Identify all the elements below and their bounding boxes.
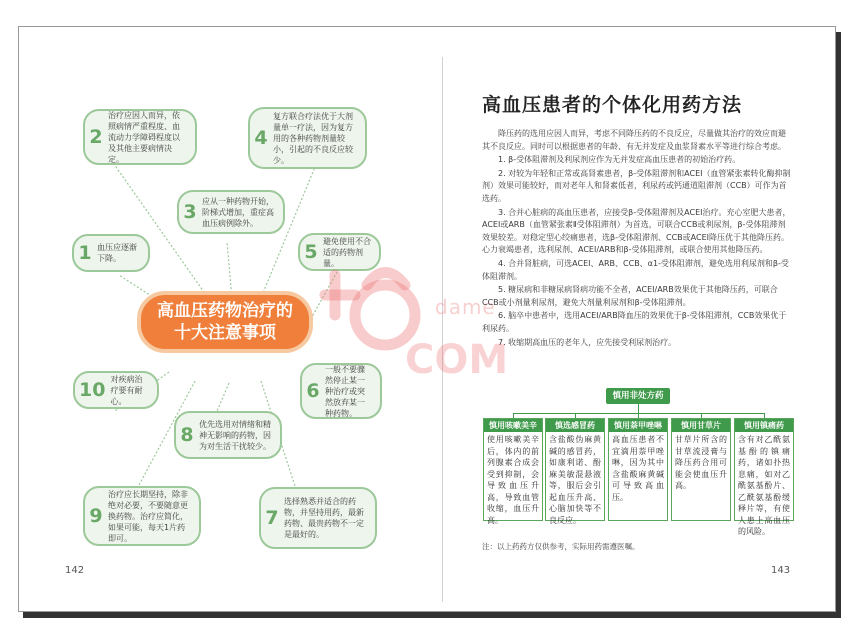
- drug-card: [671, 418, 731, 521]
- page-number-left: 142: [65, 565, 85, 576]
- drug-card-text: 使用咳嗽美辛后，体内的前列腺素合成会受到抑制，会导致血压升高，导致血管收缩，血压升高。: [487, 435, 539, 525]
- paragraph: 降压药的选用应因人而异，考虑不同降压药的不良反应，尽量做其治疗的效应而避其不良反应。同时可以根据患者的年龄、有无并发症及血浆肾素水平等进行综合考虑。: [482, 129, 786, 151]
- drug-card-title: 慎用咳嗽美辛: [484, 419, 542, 432]
- drug-card-text: 高血压患者不宜滴用萘甲唑啉，因为其中含盐酸麻黄碱可导致高血压。: [612, 435, 664, 502]
- tip-number: 1: [78, 242, 92, 264]
- tip-bubble-6: [300, 363, 382, 419]
- tip-bubble-4: [248, 107, 367, 169]
- tree-stem: [638, 404, 639, 413]
- tip-bubble-8: [174, 411, 282, 459]
- center-title-line2: 十大注意事项: [174, 323, 276, 343]
- tip-number: 3: [183, 201, 197, 223]
- tip-text: 优先选用对情绪和精神无影响的药物，因为对生活干扰较少。: [199, 419, 271, 451]
- paragraph: 3. 合并心脏病的高血压患者，应接受β-受体阻滞剂及ACEI治疗。充心室肥大患者，ACEI或ARB（血管紧张素Ⅱ受体阻滞剂）为首选，可联合CCB或利尿剂，β-受体阻滞剂效果较差。对稳定型心绞痛患者，选β-受体阻滞剂、CCB或ACEI降压优于其他降压药。心力衰竭患者，选利尿剂、ACEI/ARB和β-受体阻滞剂，或联合使用其他降压药。: [482, 207, 791, 255]
- drug-card-title: 慎用萘甲唑啉: [609, 419, 667, 432]
- tip-text: 治疗应因人而异，依照病情严重程度、血流动力学障碍程度以及其他主要病情决定。: [108, 110, 180, 164]
- mindmap-center-title: [137, 291, 313, 353]
- tip-number: 7: [265, 507, 279, 529]
- caution-title: 慎用非处方药: [606, 388, 670, 404]
- tip-text: 血压应逐渐下降。: [97, 243, 137, 263]
- drug-card-title: 慎选感冒药: [546, 419, 604, 432]
- tip-bubble-5: [298, 233, 381, 271]
- tip-bubble-10: [73, 371, 159, 409]
- center-title-line1: 高血压药物治疗的: [157, 301, 293, 321]
- tip-text: 复方联合疗法优于大剂量单一疗法，因为复方用的各种药物剂量较小，引起的不良反应较少。: [273, 111, 353, 165]
- paragraph: 4. 合并肾脏病，可选ACEI、ARB、CCB、α1-受体阻滞剂，避免选用利尿剂和β-受体阻滞剂。: [482, 258, 789, 281]
- drug-card-text: 甘草片所含的甘草流浸膏与降压药合用可能会使血压升高。: [675, 435, 727, 490]
- watermark-text-small: dame: [435, 295, 496, 319]
- paragraph: 1. β-受体阻滞剂及利尿剂应作为无并发症高血压患者的初始治疗药。: [498, 155, 741, 165]
- caution-drug-tree: [482, 388, 794, 536]
- tip-text: 治疗应长期坚持，除非绝对必要，不要随意更换药物。治疗应简化，如果可能，每天1片药即可。: [108, 489, 188, 543]
- page-fold: [442, 57, 443, 602]
- paragraph: 6. 脑卒中患者中，选用ACEI/ARB降血压的效果优于β-受体阻滞剂，CCB效果优于利尿药。: [482, 311, 787, 333]
- tip-bubble-3: [177, 190, 285, 234]
- tip-text: 应从一种药物开始，阶梯式增加，重症高血压病例除外。: [202, 196, 274, 228]
- drug-card: [608, 418, 668, 521]
- drug-card-title: 慎用镇痛药: [735, 419, 793, 432]
- tip-bubble-7: [259, 487, 377, 549]
- watermark-text-large: COM: [405, 337, 509, 383]
- drug-card: [545, 418, 605, 525]
- tip-text: 一般不要骤然停止某一种治疗或突然放弃某一种药物。: [325, 364, 365, 418]
- tip-number: 10: [79, 379, 106, 401]
- drug-card: [734, 418, 794, 536]
- drug-card-text: 含盐酸伪麻黄碱的感冒药，如康利诺、酚麻美敏混悬液等，服后会引起血压升高、心脑加快等不良反应。: [549, 435, 601, 525]
- tip-text: 避免使用不合适的药物剂量。: [323, 236, 371, 268]
- paragraph: 5. 糖尿病和非糖尿病肾病功能不全者，ACEI/ARB效果优于其他降压药，可联合CCB或小剂量利尿剂，避免大剂量利尿剂和β-受体阻滞剂。: [482, 285, 778, 307]
- body-text: [482, 128, 792, 350]
- page-number-right: 143: [771, 565, 791, 576]
- drug-card-text: 含有对乙酰氨基酚的镇痛药，诸如扑热息痛，如对乙酰氨基酚片、乙酰氨基酚缓释片等，有使人患上高血压的风险。: [738, 435, 790, 536]
- tip-number: 8: [180, 424, 194, 446]
- tip-number: 2: [89, 126, 103, 148]
- page-title: 高血压患者的个体化用药方法: [482, 94, 743, 116]
- tip-number: 5: [304, 241, 318, 263]
- tip-number: 4: [254, 127, 268, 149]
- paragraph: 7. 收缩期高血压的老年人，应先接受利尿剂治疗。: [498, 337, 677, 347]
- tip-bubble-9: [83, 486, 201, 546]
- tip-bubble-1: [72, 234, 150, 272]
- drug-card-title: 慎用甘草片: [672, 419, 730, 432]
- paragraph: 2. 对较为年轻和正常或高肾素患者，β-受体阻滞剂和ACEI（血管紧张素转化酶抑制剂）效果可能较好，而对老年人和肾素低者，利尿药或钙通道阻滞剂（CCB）可作为首选药。: [482, 168, 791, 203]
- tip-number: 6: [306, 380, 320, 402]
- tip-number: 9: [89, 505, 103, 527]
- footnote: 注：以上药药方仅供参考，实际用药需遵医嘱。: [482, 542, 640, 551]
- tip-bubble-2: [83, 109, 197, 165]
- tip-text: 对疾病治疗要有耐心。: [110, 374, 143, 406]
- tip-text: 选择熟悉并适合的药物，并坚持用药，最新药物、最贵药物不一定是最好的。: [284, 497, 364, 539]
- drug-card: [483, 418, 543, 525]
